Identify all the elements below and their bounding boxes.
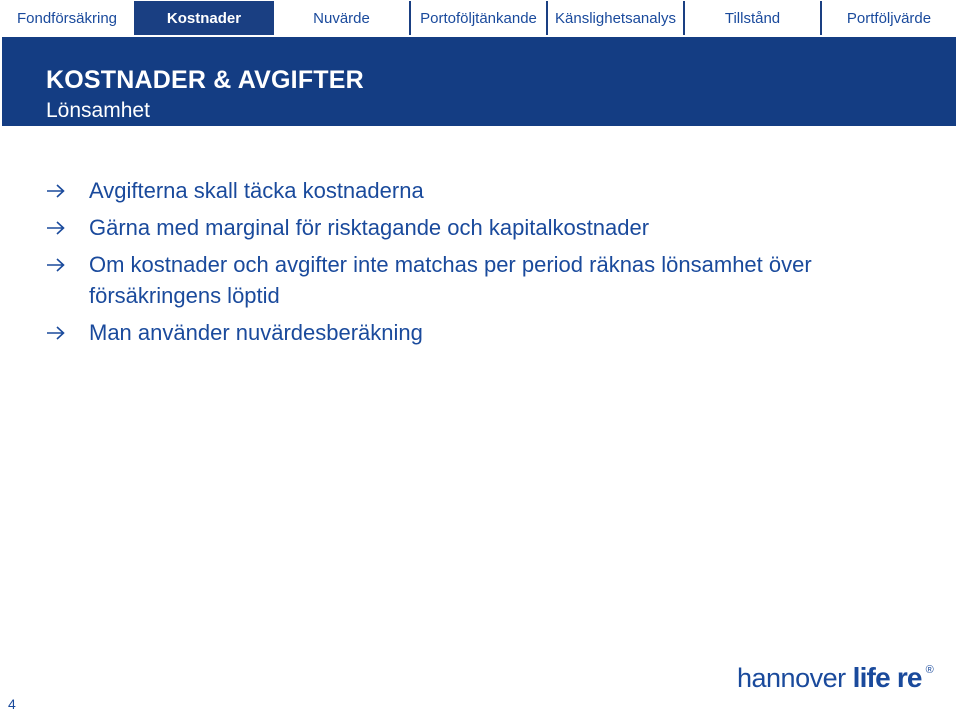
tab-bar	[0, 0, 956, 36]
page-subtitle: Lönsamhet	[46, 99, 150, 122]
tab-portoforljtankande[interactable]: Portoföljtänkande	[411, 1, 548, 35]
tab-portfoljvarde[interactable]: Portföljvärde	[846, 9, 932, 27]
bullet-item	[46, 175, 926, 206]
bullet-text: Avgifterna skall täcka kostnaderna	[89, 178, 424, 203]
bullet-list	[46, 175, 926, 354]
arrow-right-icon	[46, 220, 66, 236]
arrow-right-icon	[46, 183, 66, 199]
bullet-text: Om kostnader och avgifter inte matchas per period räknas lönsamhet över försäkringens löptid	[89, 252, 812, 308]
bullet-item	[46, 249, 926, 311]
tab-tillstand[interactable]: Tillstånd	[685, 1, 822, 35]
tab-fondforsakring[interactable]: Fondförsäkring	[0, 1, 136, 35]
bullet-text: Man använder nuvärdesberäkning	[89, 320, 423, 345]
page-title: KOSTNADER & AVGIFTER	[46, 66, 364, 94]
tab-kanslighetsanalys[interactable]: Känslighetsanalys	[548, 1, 685, 35]
arrow-right-icon	[46, 325, 66, 341]
tab-kostnader[interactable]: Kostnader	[136, 1, 274, 35]
bullet-text: Gärna med marginal för risktagande och kapitalkostnader	[89, 215, 650, 240]
bullet-item	[46, 212, 926, 243]
header-banner	[2, 37, 956, 126]
page-number: 4	[8, 696, 16, 712]
logo-text-light: hannover	[737, 663, 853, 693]
hannover-life-re-logo	[737, 662, 934, 694]
tab-nuvarde[interactable]: Nuvärde	[274, 1, 411, 35]
logo-text-bold: life re	[852, 662, 922, 693]
arrow-right-icon	[46, 257, 66, 273]
registered-mark: ®	[925, 664, 934, 676]
bullet-item	[46, 317, 926, 348]
